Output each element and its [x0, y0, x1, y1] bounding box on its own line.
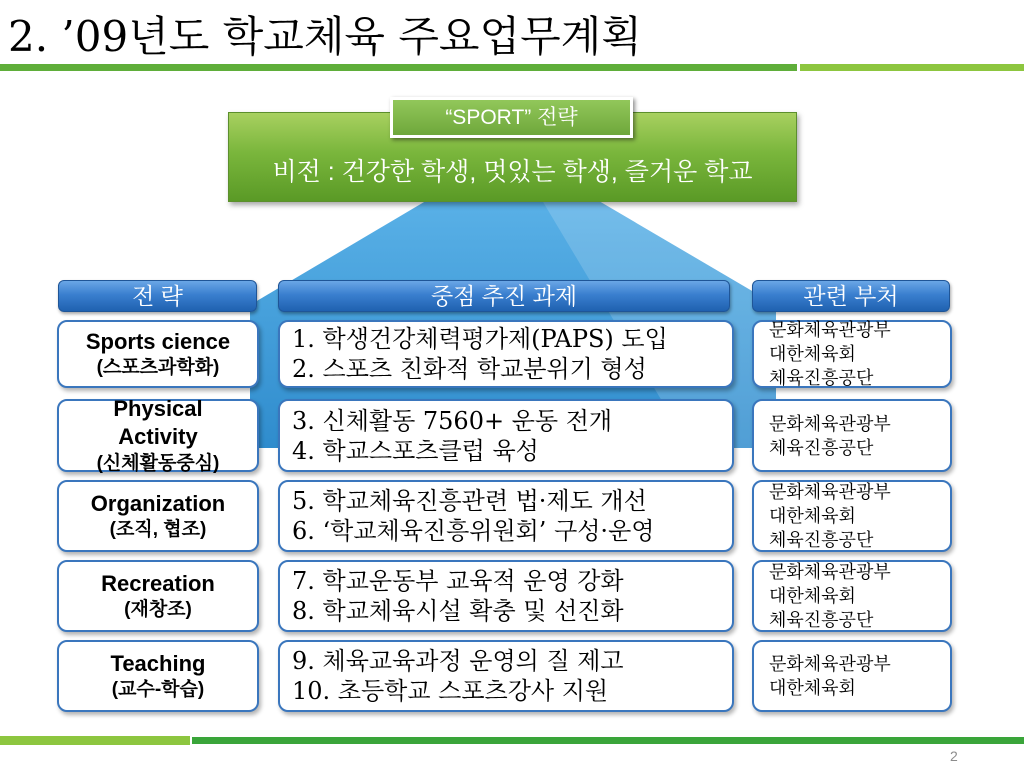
strategy-subtitle: (신체활동중심) [96, 452, 220, 474]
footer-bar-left [0, 736, 190, 745]
task-item: 8. 학교체육시설 확충 및 선진화 [292, 597, 624, 625]
agencies-box-4 [752, 560, 952, 632]
strategy-subtitle: (스포츠과학화) [96, 356, 220, 378]
agencies-box-1 [752, 320, 952, 388]
strategy-box-physical-activity [57, 395, 259, 474]
task-item: 3. 신체활동 7560+ 운동 전개 [292, 406, 613, 435]
vision-text: 비전 : 건강한 학생, 멋있는 학생, 즐거운 학교 [272, 158, 753, 186]
tasks-box-5 [278, 640, 734, 712]
tasks-box-3 [278, 480, 734, 552]
agency-item: 문화체육관광부 [769, 562, 891, 582]
agencies-box-5 [752, 640, 952, 712]
tasks-box-2 [278, 399, 734, 472]
strategy-subtitle: (재창조) [124, 598, 192, 620]
agency-item: 문화체육관광부 [769, 320, 891, 340]
task-item: 7. 학교운동부 교육적 운영 강화 [292, 567, 624, 595]
tasks-box-4 [278, 560, 734, 632]
strategy-box-organization [57, 480, 259, 552]
task-item: 6. ‘학교체육진흥위원회’ 구성·운영 [292, 517, 655, 545]
strategy-title-line: Physical [113, 395, 203, 421]
strategy-subtitle: (조직, 협조) [109, 518, 207, 540]
task-item: 5. 학교체육진흥관련 법·제도 개선 [292, 487, 647, 515]
agency-item: 대한체육회 [769, 506, 856, 526]
agencies-box-2 [752, 399, 952, 472]
agency-item: 체육진흥공단 [769, 368, 874, 388]
agency-item: 체육진흥공단 [769, 437, 874, 458]
task-item: 4. 학교스포츠클럽 육성 [292, 436, 539, 465]
task-item: 10. 초등학교 스포츠강사 지원 [292, 677, 609, 705]
strategy-title: Organization [90, 490, 226, 516]
task-item: 9. 체육교육과정 운영의 질 제고 [292, 647, 624, 675]
task-item: 2. 스포츠 친화적 학교분위기 형성 [292, 355, 647, 383]
strategy-title: Sports cience [85, 328, 231, 354]
tasks-box-1 [278, 320, 734, 388]
header-related-agencies: 관련 부처 [752, 280, 950, 312]
agency-item: 대한체육회 [769, 344, 856, 364]
strategy-subtitle: (교수-학습) [111, 678, 205, 700]
header-strategy: 전 략 [58, 280, 257, 312]
strategy-title-line: Activity [118, 423, 198, 449]
agency-item: 문화체육관광부 [769, 413, 891, 434]
agency-item: 문화체육관광부 [769, 654, 891, 674]
agencies-box-3 [752, 480, 952, 552]
sport-strategy-label: “SPORT” 전략 [390, 97, 633, 138]
header-key-tasks: 중점 추진 과제 [278, 280, 730, 312]
agency-item: 체육진흥공단 [769, 530, 874, 550]
agency-item: 대한체육회 [769, 586, 856, 606]
strategy-box-sports-science [57, 320, 259, 388]
strategy-title: Teaching [110, 650, 206, 676]
agency-item: 체육진흥공단 [769, 610, 874, 630]
agency-item: 대한체육회 [769, 678, 856, 698]
footer-bar-right [192, 737, 1024, 744]
page-number: 2 [950, 748, 958, 764]
strategy-title: Recreation [101, 570, 215, 596]
task-item: 1. 학생건강체력평가제(PAPS) 도입 [292, 325, 668, 353]
strategy-box-teaching [57, 640, 259, 712]
slide-title: 2. ’09년도 학교체육 주요업무계획 [8, 12, 642, 61]
agency-item: 문화체육관광부 [769, 482, 891, 502]
strategy-box-recreation [57, 560, 259, 632]
